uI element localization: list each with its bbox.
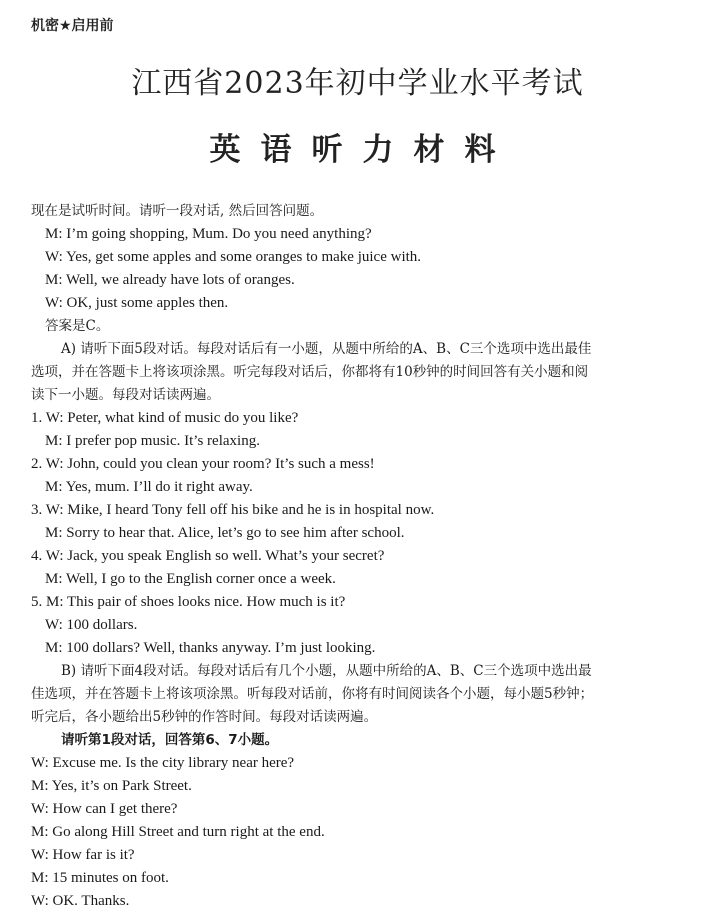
confidential-tag: 机密★启用前: [31, 18, 114, 34]
section-b-instruction: 听完后，各小题给出5秒钟的作答时间。每段对话读两遍。: [31, 709, 378, 725]
dialogue-line: M: I prefer pop music. It’s relaxing.: [45, 433, 260, 449]
document-title: 江西省2023年初中学业水平考试: [131, 66, 584, 101]
section-b-instruction: B) 请听下面4段对话。每段对话后有几个小题，从题中所给的A、B、C三个选项中选出最: [61, 663, 592, 679]
dialogue-line: W: Excuse me. Is the city library near here?: [31, 755, 295, 771]
dialogue-line: W: How far is it?: [31, 847, 135, 863]
section-b-instruction: 佳选项，并在答题卡上将该项涂黑。听每段对话前，你将有时间阅读各个小题，每小题5秒钟；: [31, 686, 594, 702]
dialogue-line: W: OK. Thanks.: [31, 893, 130, 909]
dialogue-line: M: Yes, mum. I’ll do it right away.: [45, 479, 253, 495]
section-a-instruction: 读下一小题。每段对话读两遍。: [31, 387, 220, 403]
document-subtitle: 英语听力材料: [209, 132, 516, 168]
dialogue-line: M: Go along Hill Street and turn right at the end.: [31, 824, 325, 840]
dialogue-line: M: 100 dollars? Well, thanks anyway. I’m just looking.: [45, 640, 376, 656]
dialogue-line: 4. W: Jack, you speak English so well. What’s your secret?: [31, 548, 385, 564]
trial-line: M: Well, we already have lots of oranges.: [45, 272, 295, 288]
section-a-instruction: A) 请听下面5段对话。每段对话后有一小题，从题中所给的A、B、C三个选项中选出最佳: [61, 341, 592, 357]
document-body: [31, 200, 671, 913]
dialogue-line: W: How can I get there?: [31, 801, 178, 817]
trial-intro: 现在是试听时间。请听一段对话, 然后回答问题。: [31, 203, 324, 219]
dialogue-line: M: Well, I go to the English corner once a week.: [45, 571, 336, 587]
dialogue-heading: 请听第1段对话，回答第6、7小题。: [61, 732, 279, 748]
dialogue-line: M: Yes, it’s on Park Street.: [31, 778, 192, 794]
trial-line: W: OK, just some apples then.: [45, 295, 229, 311]
trial-answer: 答案是C。: [45, 318, 110, 334]
trial-line: W: Yes, get some apples and some oranges to make juice with.: [45, 249, 422, 265]
trial-line: M: I’m going shopping, Mum. Do you need anything?: [45, 226, 372, 242]
dialogue-line: M: 15 minutes on foot.: [31, 870, 169, 886]
dialogue-line: 5. M: This pair of shoes looks nice. How much is it?: [31, 594, 346, 610]
section-a-instruction: 选项，并在答题卡上将该项涂黑。听完每段对话后，你都将有10秒钟的时间回答有关小题和阅: [31, 364, 589, 380]
dialogue-line: M: Sorry to hear that. Alice, let’s go to see him after school.: [45, 525, 405, 541]
dialogue-line: 2. W: John, could you clean your room? It’s such a mess!: [31, 456, 375, 472]
dialogue-line: 3. W: Mike, I heard Tony fell off his bike and he is in hospital now.: [31, 502, 435, 518]
dialogue-line: 1. W: Peter, what kind of music do you like?: [31, 410, 299, 426]
dialogue-line: W: 100 dollars.: [45, 617, 138, 633]
